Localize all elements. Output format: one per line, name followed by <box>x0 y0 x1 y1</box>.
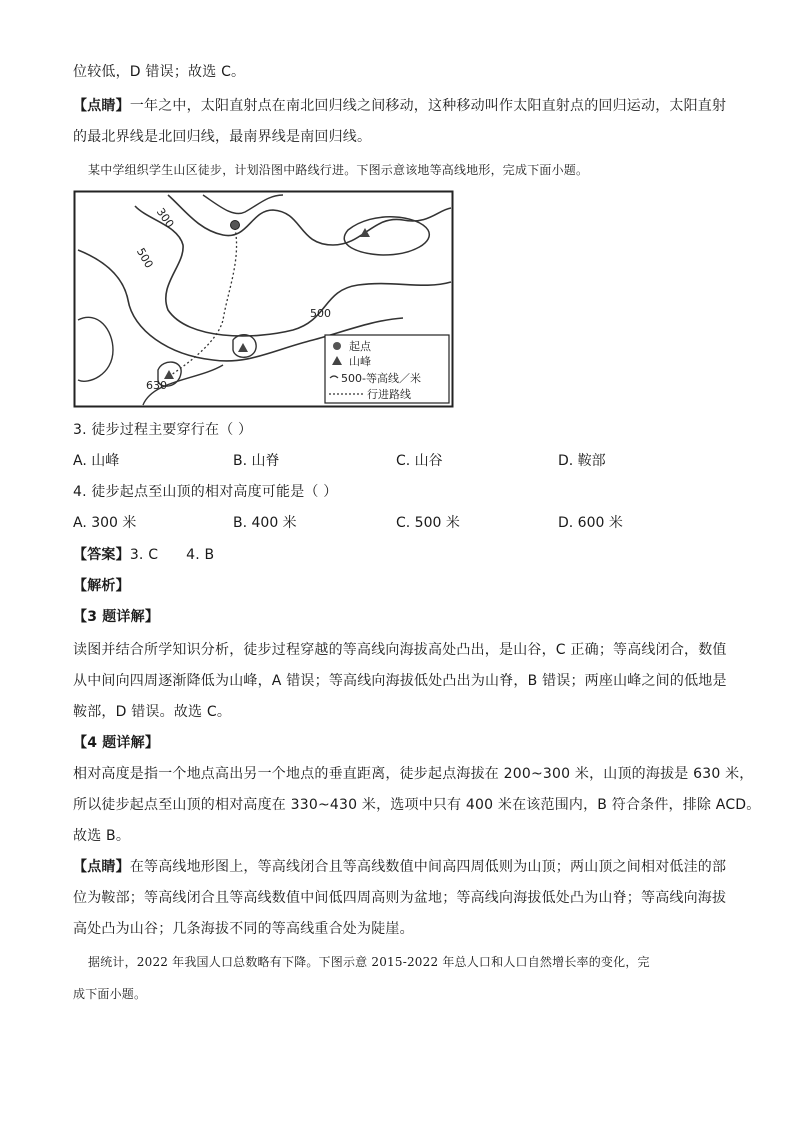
contour-map-figure <box>73 190 454 408</box>
q3-option-b[interactable]: B. 山脊 <box>233 453 280 469</box>
q3-detail-heading: 【3 题详解】 <box>73 609 160 625</box>
tip-tag: 【点睛】 <box>73 98 130 114</box>
answer-line <box>73 545 214 565</box>
q4-detail-text-3: 故选 B。 <box>73 828 131 844</box>
legend-route-label: 行进路线 <box>367 388 411 401</box>
legend-contour-label: 500-等高线／米 <box>341 372 421 385</box>
tip2-text-2: 位为鞍部；等高线闭合且等高线数值中间低四周高则为盆地；等高线向海拔低处凸为山脊；等高线向海拔 <box>73 890 727 906</box>
start-point-marker <box>231 221 240 230</box>
text-line-conclusion: 位较低，D 错误；故选 C。 <box>73 64 246 80</box>
next-intro-1: 据统计，2022 年我国人口总数略有下降。下图示意 2015-2022 年总人口和人口自然增长率的变化，完 <box>88 955 650 969</box>
q4-detail-heading: 【4 题详解】 <box>73 735 160 751</box>
contour-label-500: 500 <box>310 307 331 320</box>
q4-detail-text-1: 相对高度是指一个地点高出另一个地点的垂直距离，徒步起点海拔在 200~300 米，山顶的海拔是 630 米， <box>73 766 754 782</box>
question-3-stem: 3. 徒步过程主要穿行在（ ） <box>73 422 253 438</box>
contour-label-300: 300 <box>153 205 177 231</box>
tip-paragraph <box>73 96 726 116</box>
contour-label-500: 500 <box>133 245 156 271</box>
tip2-paragraph <box>73 857 726 877</box>
q3-option-a[interactable]: A. 山峰 <box>73 453 120 469</box>
q3-detail-text-2: 从中间向四周逐渐降低为山峰，A 错误；等高线向海拔低处凸出为山脊，B 错误；两座山峰之间的低地是 <box>73 673 727 689</box>
q3-detail-text-1: 读图并结合所学知识分析，徒步过程穿越的等高线向海拔高处凸出，是山谷，C 正确；等高线闭合，数值 <box>73 642 727 658</box>
legend-start-label: 起点 <box>349 340 371 353</box>
q4-option-d[interactable]: D. 600 米 <box>558 515 623 531</box>
q4-option-a[interactable]: A. 300 米 <box>73 515 137 531</box>
q4-option-c[interactable]: C. 500 米 <box>396 515 460 531</box>
tip-text-1: 一年之中，太阳直射点在南北回归线之间移动，这种移动叫作太阳直射点的回归运动，太阳直射 <box>129 98 727 114</box>
tip2-text-1: 在等高线地形图上，等高线闭合且等高线数值中间高四周低则为山顶；两山顶之间相对低洼的部 <box>129 859 727 875</box>
q4-detail-text-2: 所以徒步起点至山顶的相对高度在 330~430 米，选项中只有 400 米在该范围内，B 符合条件，排除 ACD。 <box>73 797 761 813</box>
question-intro: 某中学组织学生山区徒步，计划沿图中路线行进。下图示意该地等高线地形，完成下面小题。 <box>88 163 589 177</box>
answer-text: 3. C 4. B <box>129 547 215 563</box>
answer-tag: 【答案】 <box>73 547 130 563</box>
q3-option-c[interactable]: C. 山谷 <box>396 453 443 469</box>
tip2-tag: 【点睛】 <box>73 859 130 875</box>
q3-detail-text-3: 鞍部，D 错误。故选 C。 <box>73 704 232 720</box>
question-4-stem: 4. 徒步起点至山顶的相对高度可能是（ ） <box>73 484 338 500</box>
analysis-heading: 【解析】 <box>73 578 130 594</box>
tip2-text-3: 高处凸为山谷；几条海拔不同的等高线重合处为陡崖。 <box>73 921 414 937</box>
q3-option-d[interactable]: D. 鞍部 <box>558 453 606 469</box>
next-intro-2: 成下面小题。 <box>73 987 147 1001</box>
q4-option-b[interactable]: B. 400 米 <box>233 515 297 531</box>
contour-label-630: 630 <box>146 379 167 392</box>
legend-peak-label: 山峰 <box>349 355 371 368</box>
legend-start-icon <box>333 342 341 350</box>
tip-text-2: 的最北界线是北回归线，最南界线是南回归线。 <box>73 129 372 145</box>
